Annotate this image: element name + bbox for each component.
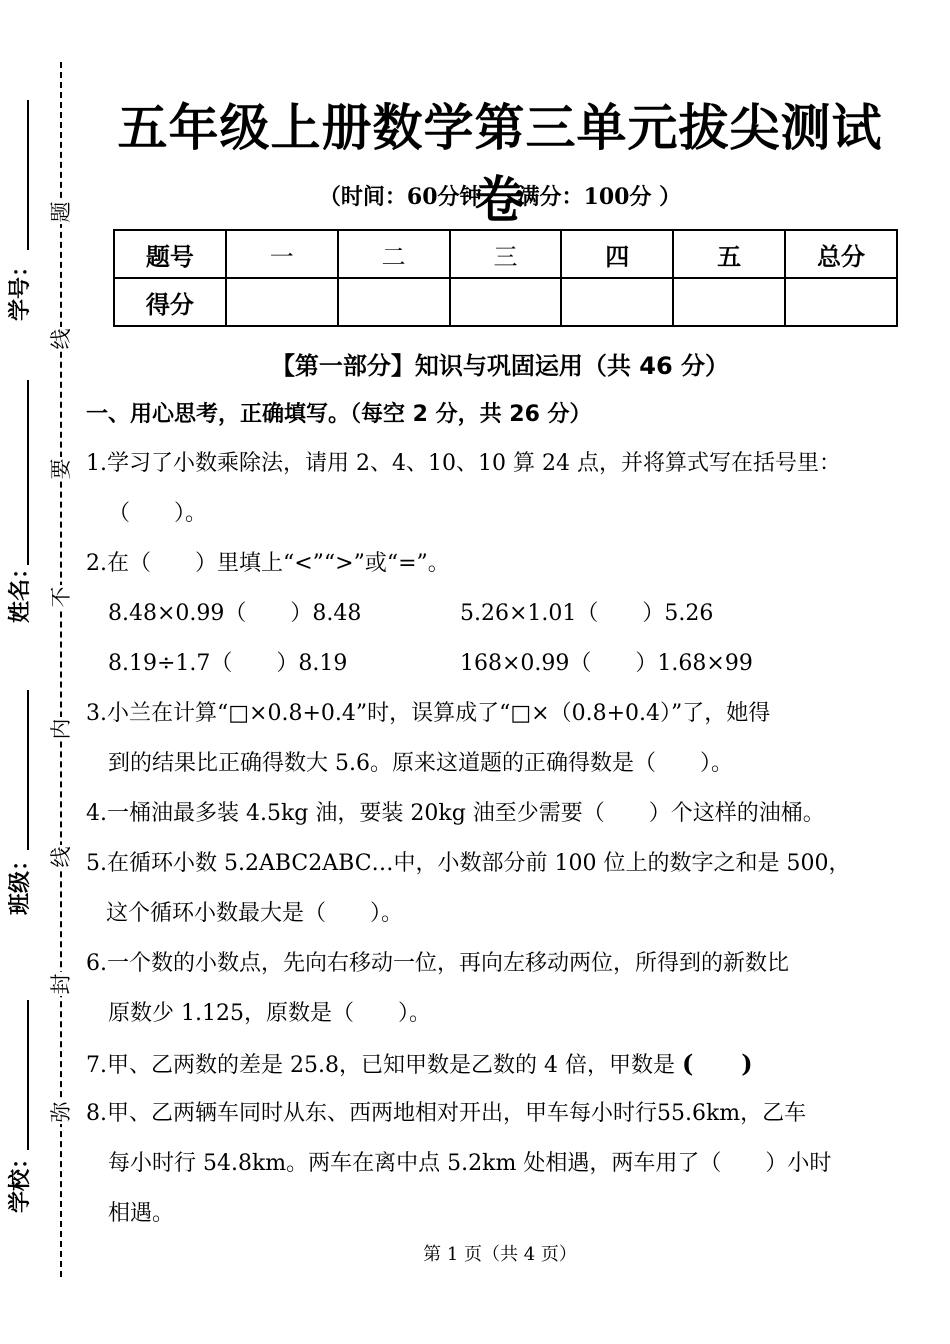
question-8-text-2: 每小时行 54.8km。两车在离中点 5.2km 处相遇，两车用了（ ）小时 [108,1151,832,1176]
question-3-text: 3.小兰在计算“□×0.8+0.4”时，误算成了“□×（0.8+0.4）”了，她得 [86,701,771,726]
student-id-line[interactable] [27,100,29,250]
header-cell: 总分 [785,230,897,278]
score-cell[interactable] [673,278,785,326]
header-cell: 题号 [114,230,226,278]
name-label: 姓名： [7,556,33,623]
header-cell: 三 [450,230,562,278]
question-6-text: 6.一个数的小数点，先向右移动一位，再向左移动两位，所得到的新数比 [86,951,789,976]
seal-dashed-line [60,62,62,1277]
score-table-score-row [114,278,897,326]
seal-char: 内 [49,718,73,740]
compare-item: 8.19÷1.7（ ）8.19 [108,651,348,676]
score-cell[interactable] [450,278,562,326]
seal-char: 弥 [49,1101,73,1123]
section-title: 一、用心思考，正确填写。（每空 2 分，共 26 分） [86,402,592,427]
header-cell: 二 [338,230,450,278]
question-8-text: 8.甲、乙两辆车同时从东、西两地相对开出，甲车每小时行55.6km，乙车 [86,1101,807,1126]
question-8-text-3: 相遇。 [108,1201,175,1226]
part-title: 【第一部分】知识与巩固运用（共 46 分） [270,352,730,380]
page-footer: 第 1 页（共 4 页） [423,1244,577,1265]
seal-char: 线 [49,328,73,350]
seal-char: 题 [49,201,73,223]
score-cell[interactable] [561,278,673,326]
score-row-label: 得分 [114,278,226,326]
exam-info [100,180,900,211]
score-table [113,229,898,327]
class-label: 班级： [7,848,33,915]
score-table-header-row [114,230,897,278]
page-title: 五年级上册数学第三单元拔尖测试卷 [117,98,883,229]
question-7-text [86,1049,753,1081]
question-1-answer: （ ）。 [108,501,208,526]
class-line[interactable] [27,690,29,850]
question-7-stem: 7.甲、乙两数的差是 25.8，已知甲数是乙数的 4 倍，甲数是 [86,1053,675,1078]
header-cell: 五 [673,230,785,278]
question-5-text: 5.在循环小数 5.2ABC2ABC…中，小数部分前 100 位上的数字之和是 500， [86,851,851,876]
compare-item: 168×0.99（ ）1.68×99 [460,651,753,676]
question-1-text: 1.学习了小数乘除法，请用 2、4、10、10 算 24 点，并将算式写在括号里： [86,451,841,476]
student-id-label: 学号： [7,254,33,321]
seal-char: 封 [49,973,73,995]
name-line[interactable] [27,380,29,565]
seal-char: 要 [49,458,73,480]
question-2-row-1 [108,599,868,629]
seal-char: 线 [49,846,73,868]
score-cell[interactable] [226,278,338,326]
question-2-text: 2.在（ ）里填上“<”“>”或“=”。 [86,551,450,576]
compare-item: 8.48×0.99（ ）8.48 [108,601,362,626]
question-3-text-2: 到的结果比正确得数大 5.6。原来这道题的正确得数是（ ）。 [108,751,733,776]
seal-char: 不 [49,586,73,608]
question-4-text: 4.一桶油最多装 4.5kg 油，要装 20kg 油至少需要（ ）个这样的油桶。 [86,801,825,826]
time-limit: （时间：60分钟 [318,184,482,210]
question-6-text-2: 原数少 1.125，原数是（ ）。 [108,1001,431,1026]
compare-item: 5.26×1.01（ ）5.26 [460,601,714,626]
header-cell: 四 [561,230,673,278]
score-cell[interactable] [785,278,897,326]
answer-blank: ( ) [681,1049,753,1078]
school-label: 学校： [7,1146,33,1213]
full-score: 满分：100分 ） [517,184,682,210]
question-5-text-2: 这个循环小数最大是（ ）。 [106,901,404,926]
header-cell: 一 [226,230,338,278]
binding-margin [0,0,80,1344]
school-line[interactable] [27,1000,29,1150]
score-cell[interactable] [338,278,450,326]
question-2-row-2 [108,649,868,679]
